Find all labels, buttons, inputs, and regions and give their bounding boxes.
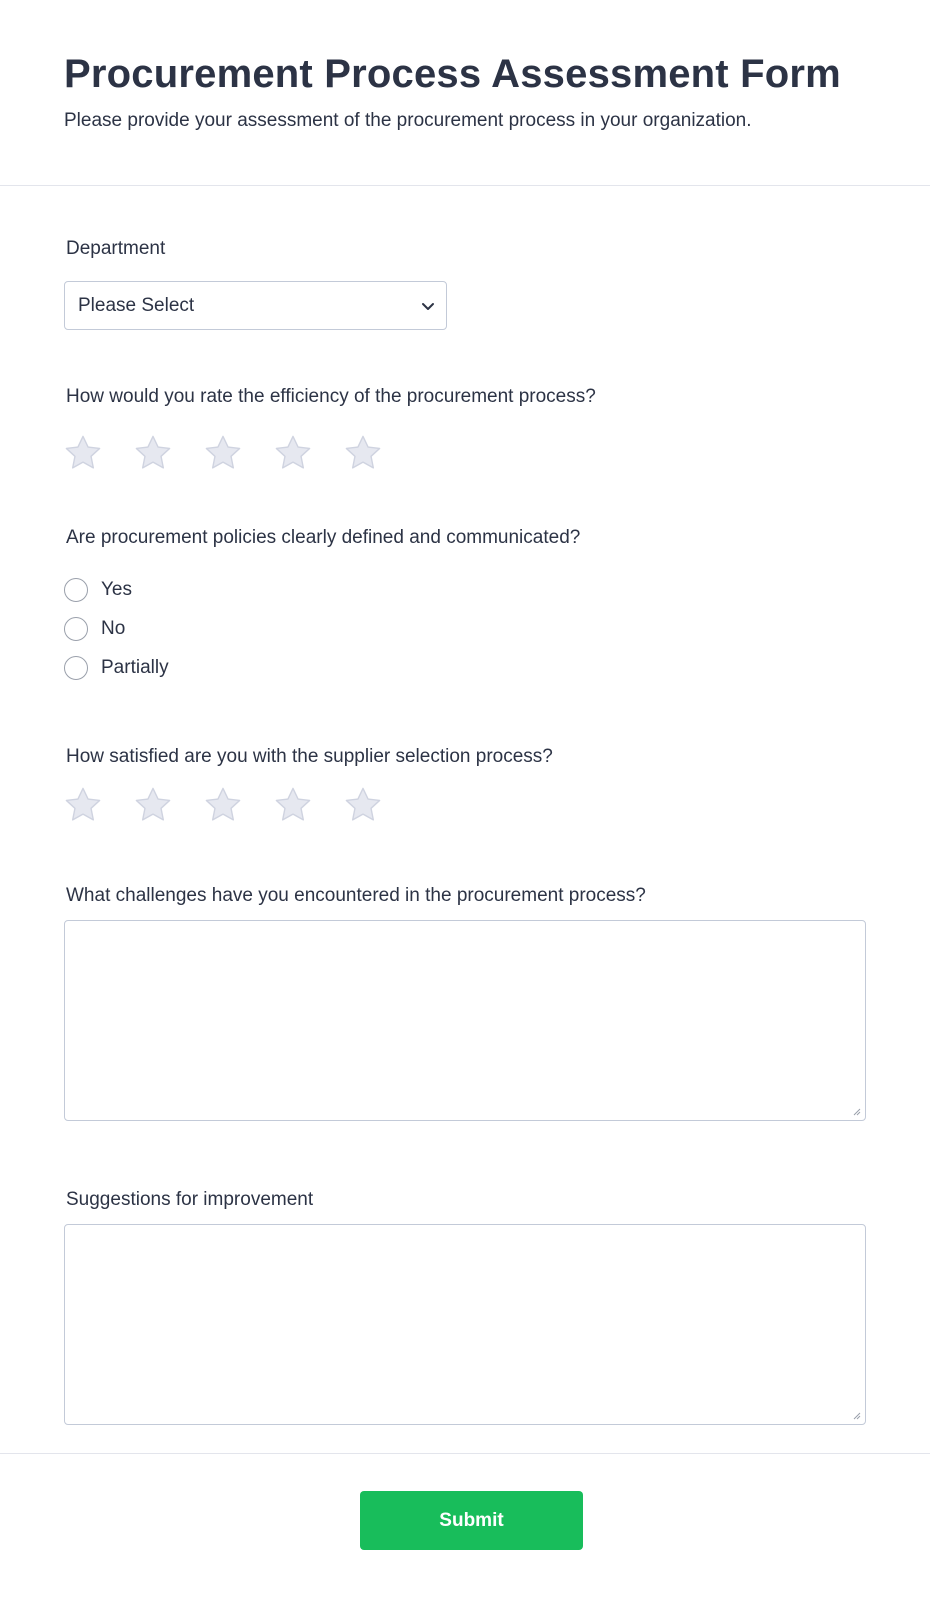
- department-select[interactable]: [64, 281, 447, 330]
- star-icon[interactable]: [342, 432, 384, 474]
- star-icon[interactable]: [132, 784, 174, 826]
- star-icon[interactable]: [272, 784, 314, 826]
- star-icon[interactable]: [202, 432, 244, 474]
- efficiency-star-rating: [62, 432, 392, 476]
- resize-grip-icon[interactable]: [851, 1410, 861, 1420]
- efficiency-rating-label: How would you rate the efficiency of the procurement process?: [66, 386, 596, 407]
- form-title: Procurement Process Assessment Form: [64, 52, 841, 96]
- star-icon[interactable]: [272, 432, 314, 474]
- star-icon[interactable]: [342, 784, 384, 826]
- radio-option-label: Partially: [101, 657, 169, 678]
- supplier-rating-label: How satisfied are you with the supplier selection process?: [66, 746, 553, 767]
- star-icon[interactable]: [202, 784, 244, 826]
- challenges-label: What challenges have you encountered in the procurement process?: [66, 885, 646, 906]
- department-label: Department: [66, 238, 166, 259]
- challenges-textarea[interactable]: [64, 920, 866, 1121]
- radio-button[interactable]: [64, 656, 88, 680]
- radio-button[interactable]: [64, 617, 88, 641]
- star-icon[interactable]: [62, 784, 104, 826]
- policies-label: Are procurement policies clearly defined and communicated?: [66, 527, 581, 548]
- submit-button[interactable]: Submit: [360, 1491, 583, 1550]
- radio-option-no[interactable]: [64, 615, 264, 643]
- department-select-value: Please Select: [78, 295, 195, 316]
- suggestions-label: Suggestions for improvement: [66, 1189, 314, 1210]
- star-icon[interactable]: [132, 432, 174, 474]
- form-header: [0, 0, 930, 186]
- radio-button[interactable]: [64, 578, 88, 602]
- resize-grip-icon[interactable]: [851, 1106, 861, 1116]
- radio-option-label: No: [101, 618, 126, 639]
- chevron-down-icon: [420, 298, 436, 314]
- suggestions-textarea[interactable]: [64, 1224, 866, 1425]
- radio-option-partially[interactable]: [64, 654, 264, 682]
- supplier-star-rating: [62, 784, 392, 828]
- star-icon[interactable]: [62, 432, 104, 474]
- radio-option-yes[interactable]: [64, 576, 264, 604]
- radio-option-label: Yes: [101, 579, 132, 600]
- form-subtitle: Please provide your assessment of the procurement process in your organization.: [64, 110, 752, 131]
